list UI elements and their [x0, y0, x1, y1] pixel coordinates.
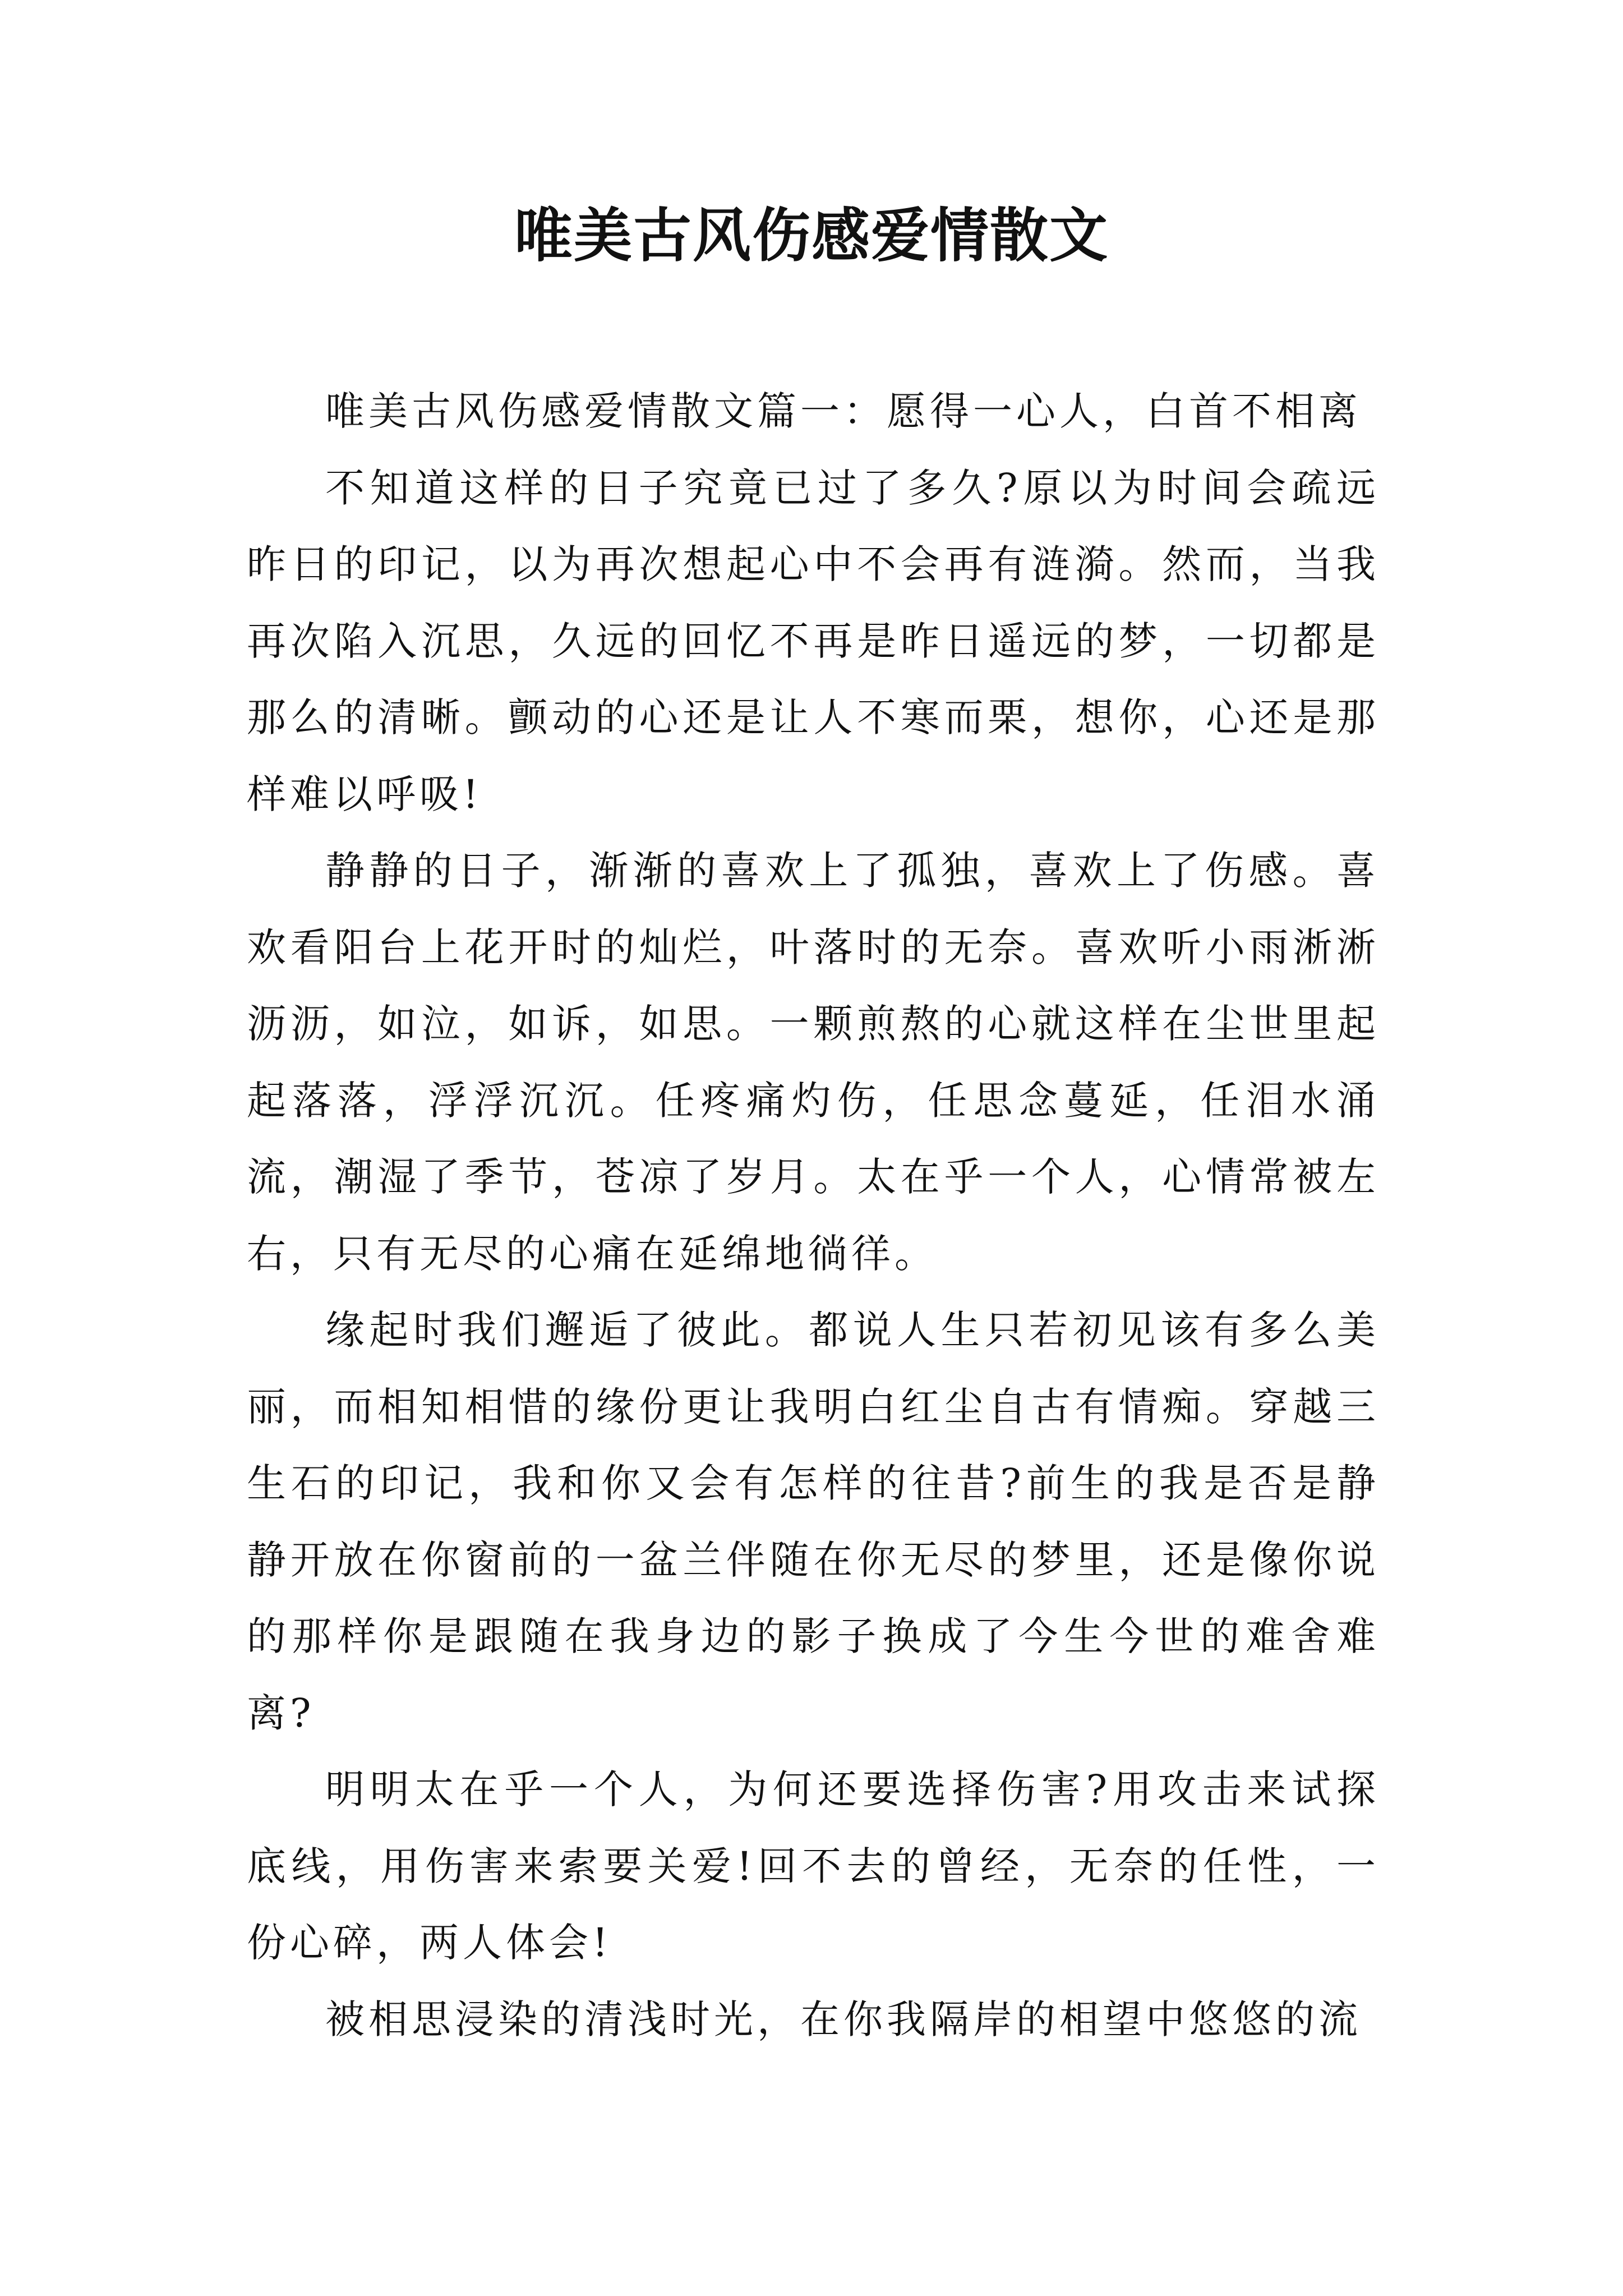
document-title: 唯美古风伤感爱情散文	[514, 201, 1109, 270]
paragraph: 静静的日子，渐渐的喜欢上了孤独，喜欢上了伤感。喜欢看阳台上花开时的灿烂，叶落时的无奈。喜欢听小雨淅淅沥沥，如泣，如诉，如思。一颗煎熬的心就这样在尘世里起起落落，浮浮沉沉。任疼痛灼伤，任思念蔓延，任泪水涌流，潮湿了季节，苍凉了岁月。太在乎一个人，心情常被左右，只有无尽的心痛在延绵地徜徉。	[247, 848, 1380, 1277]
paragraph: 不知道这样的日子究竟已过了多久?原以为时间会疏远昨日的印记，以为再次想起心中不会再有涟漪。然而，当我再次陷入沉思，久远的回忆不再是昨日遥远的梦，一切都是那么的清晰。颤动的心还是让人不寒而栗，想你，心还是那样难以呼吸!	[247, 464, 1380, 817]
paragraph: 被相思浸染的清浅时光，在你我隔岸的相望中悠悠的流	[325, 1996, 1362, 2042]
document-body	[247, 373, 1380, 2058]
paragraph-heading: 唯美古风伤感爱情散文篇一：愿得一心人，白首不相离	[325, 388, 1362, 434]
paragraph: 缘起时我们邂逅了彼此。都说人生只若初见该有多么美丽，而相知相惜的缘份更让我明白红尘自古有情痴。穿越三生石的印记，我和你又会有怎样的往昔?前生的我是否是静静开放在你窗前的一盆兰伴随在你无尽的梦里，还是像你说的那样你是跟随在我身边的影子换成了今生今世的难舍难离?	[247, 1307, 1380, 1736]
paragraph: 明明太在乎一个人，为何还要选择伤害?用攻击来试探底线，用伤害来索要关爱!回不去的曾经，无奈的任性，一份心碎，两人体会!	[247, 1766, 1380, 1966]
